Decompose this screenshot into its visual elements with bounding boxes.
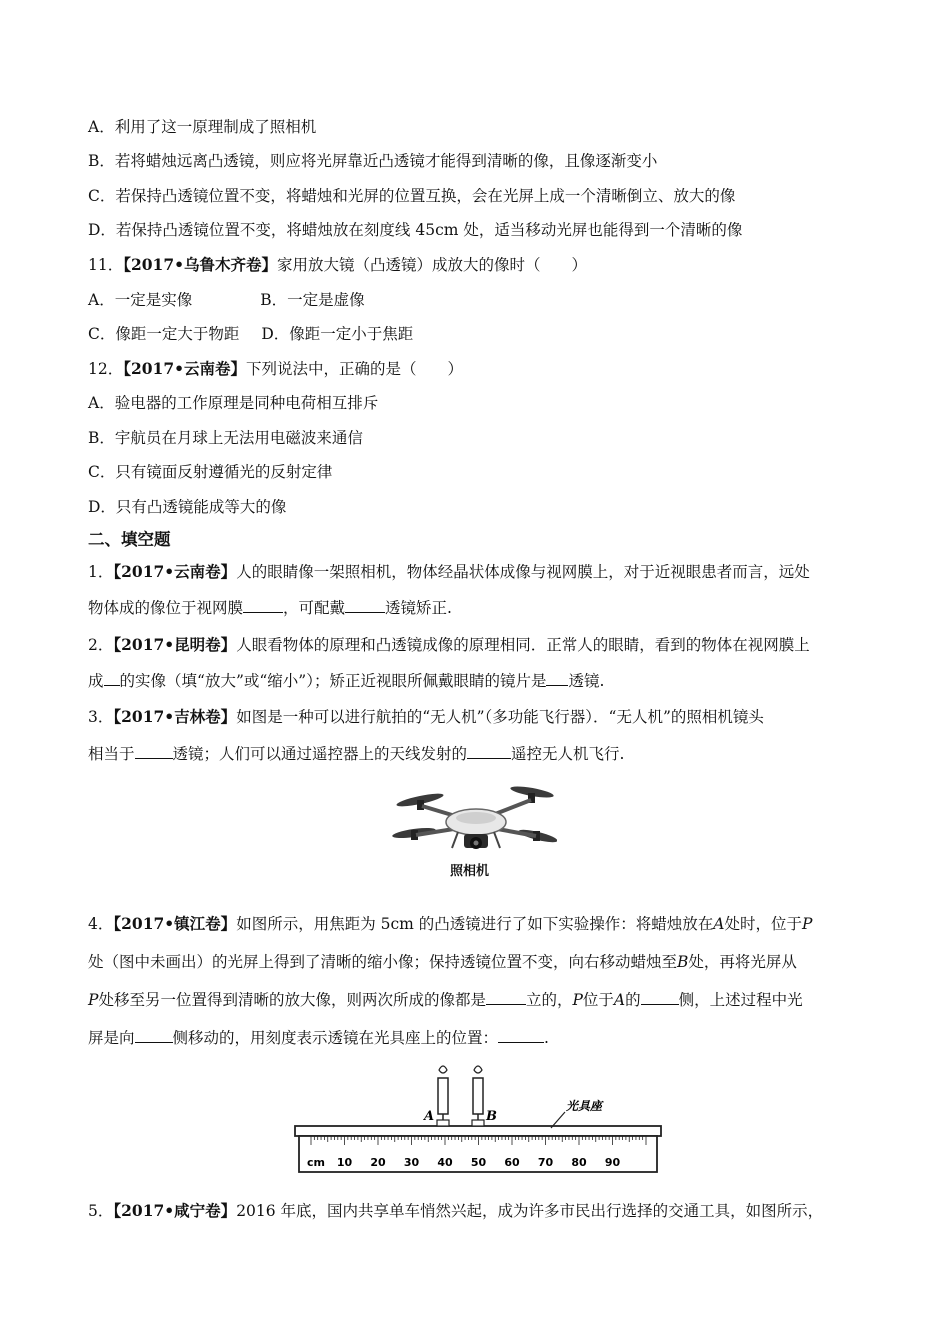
q11-source: 【2017•乌鲁木齐卷】 <box>123 255 278 274</box>
f1-text-a: 物体成的像位于视网膜 <box>88 599 244 617</box>
answer-blank <box>498 1028 544 1043</box>
answer-blank <box>486 990 526 1005</box>
scale-tick-label: 70 <box>537 1156 554 1169</box>
q10-option-c: C．若保持凸透镜位置不变，将蜡烛和光屏的位置互换，会在光屏上成一个清晰倒立、放大的像 <box>88 187 736 205</box>
q12-option-c: C．只有镜面反射遵循光的反射定律 <box>88 463 333 481</box>
f3-text-c: 遥控无人机飞行. <box>511 745 625 763</box>
answer-blank <box>641 990 679 1005</box>
f1-line2 <box>88 598 452 618</box>
f2-number: 2． <box>88 636 114 654</box>
f5-source: 【2017•咸宁卷】 <box>113 1201 237 1220</box>
f2-line1 <box>88 635 810 655</box>
f4-line1 <box>88 914 812 934</box>
f4-text: 立的， <box>525 991 573 1009</box>
q12-number: 12． <box>88 360 124 378</box>
q12-text: 下列说法中，正确的是（ ） <box>246 360 464 378</box>
f4-text: 侧，上述过程中光 <box>678 991 803 1009</box>
f5-number: 5． <box>88 1202 114 1220</box>
f4-text: 屏是向 <box>88 1029 135 1047</box>
scale-tick-label: 30 <box>403 1156 420 1169</box>
q11-option-d: D．像距一定小于焦距 <box>261 325 414 343</box>
f2-source: 【2017•昆明卷】 <box>113 635 237 654</box>
f2-text-a: 成 <box>88 672 104 690</box>
f3-text-a: 相当于 <box>88 745 135 763</box>
f4-number: 4． <box>88 915 114 933</box>
scale-tick-label: 10 <box>336 1156 353 1169</box>
answer-blank <box>546 671 568 686</box>
f4-text: 的 <box>625 991 641 1009</box>
answer-blank <box>243 598 283 613</box>
f4-text: 如图所示，用焦距为 5cm 的凸透镜进行了如下实验操作：将蜡烛放在 <box>236 915 714 933</box>
f1-line1 <box>88 562 810 582</box>
f4-var: P <box>802 915 813 933</box>
f3-line1 <box>88 707 764 727</box>
f2-text-c: 透镜. <box>568 672 605 690</box>
q11-options-row2 <box>88 324 413 344</box>
f4-line2 <box>88 952 797 972</box>
f1-number: 1． <box>88 563 114 581</box>
f2-text-b: 的实像（填“放大”或“缩小”）；矫正近视眼所佩戴眼睛的镜片是 <box>119 672 547 690</box>
scale-tick-label: 20 <box>370 1156 386 1169</box>
f4-source: 【2017•镇江卷】 <box>113 914 237 933</box>
scale-tick-label: 80 <box>571 1156 587 1169</box>
f1-text-c: 透镜矫正. <box>385 599 452 617</box>
optical-bench-illustration <box>293 1062 663 1177</box>
q12-option-b: B．宇航员在月球上无法用电磁波来通信 <box>88 429 363 447</box>
scale-tick-label: 40 <box>437 1156 453 1169</box>
q10-option-a: A．利用了这一原理制成了照相机 <box>88 118 317 136</box>
f4-line4 <box>88 1028 549 1048</box>
optical-bench-figure <box>293 1062 663 1177</box>
f4-text: . <box>544 1029 549 1047</box>
q12-source: 【2017•云南卷】 <box>123 359 247 378</box>
label-a: A <box>424 1109 435 1124</box>
f3-text-b: 透镜；人们可以通过遥控器上的天线发射的 <box>172 745 468 763</box>
q11-options-row1 <box>88 290 365 310</box>
q11-stem <box>88 255 587 275</box>
scale-tick-label: 50 <box>470 1156 487 1169</box>
bench-label: 光具座 <box>566 1099 603 1113</box>
f4-text: 处，再将光屏从 <box>688 953 797 971</box>
scale-tick-labels <box>337 1156 621 1169</box>
section-heading: 二、填空题 <box>88 530 171 549</box>
f3-number: 3． <box>88 708 114 726</box>
scale-unit: cm <box>307 1156 325 1169</box>
scale-tick-label: 60 <box>504 1156 520 1169</box>
f4-var: P <box>572 991 583 1009</box>
q11-number: 11． <box>88 256 124 274</box>
f3-text: 如图是一种可以进行航拍的“无人机”（多功能飞行器）．“无人机”的照相机镜头 <box>236 708 764 726</box>
q12-option-a: A．验电器的工作原理是同种电荷相互排斥 <box>88 394 379 412</box>
label-b: B <box>486 1109 497 1124</box>
answer-blank <box>104 671 120 686</box>
f4-text: 处移至另一位置得到清晰的放大像，则两次所成的像都是 <box>98 991 486 1009</box>
drone-caption: 照相机 <box>450 864 490 879</box>
candle-a <box>437 1066 449 1126</box>
f4-text: 处（图中未画出）的光屏上得到了清晰的缩小像；保持透镜位置不变，向右移动蜡烛至 <box>88 953 678 971</box>
f1-text: 人的眼睛像一架照相机，物体经晶状体成像与视网膜上，对于近视眼患者而言，远处 <box>236 563 810 581</box>
q12-option-d: D．只有凸透镜能成等大的像 <box>88 498 287 516</box>
f1-text-b: ，可配戴 <box>283 599 346 617</box>
q11-option-c: C．像距一定大于物距 <box>88 325 240 343</box>
f4-var: B <box>677 953 689 971</box>
f4-text: 侧移动的，用刻度表示透镜在光具座上的位置： <box>172 1029 499 1047</box>
answer-blank <box>135 1028 173 1043</box>
answer-blank <box>467 744 511 759</box>
q12-stem <box>88 359 463 379</box>
f4-text: 处时，位于 <box>724 915 803 933</box>
f4-var: P <box>88 991 99 1009</box>
q11-text: 家用放大镜（凸透镜）成放大的像时（ ） <box>277 256 588 274</box>
q10-option-b: B．若将蜡烛远离凸透镜，则应将光屏靠近凸透镜才能得到清晰的像，且像逐渐变小 <box>88 152 658 170</box>
answer-blank <box>345 598 385 613</box>
scale-tick-label: 90 <box>604 1156 621 1169</box>
f5-line1 <box>88 1201 823 1221</box>
f2-text: 人眼看物体的原理和凸透镜成像的原理相同．正常人的眼睛，看到的物体在视网膜上 <box>236 636 810 654</box>
q10-option-d: D．若保持凸透镜位置不变，将蜡烛放在刻度线 45cm 处，适当移动光屏也能得到一个清晰的像 <box>88 221 743 239</box>
f4-line3 <box>88 990 803 1010</box>
f4-text: 位于 <box>582 991 614 1009</box>
f4-var: A <box>613 991 626 1009</box>
q11-option-b: B．一定是虚像 <box>260 291 365 309</box>
q11-option-a: A．一定是实像 <box>88 291 193 309</box>
f5-text: 2016 年底，国内共享单车悄然兴起，成为许多市民出行选择的交通工具，如图所示， <box>236 1202 824 1220</box>
f3-source: 【2017•吉林卷】 <box>113 707 237 726</box>
f4-var: A <box>713 915 725 933</box>
f1-source: 【2017•云南卷】 <box>113 562 237 581</box>
answer-blank <box>135 744 173 759</box>
candle-b <box>472 1066 484 1126</box>
f2-line2 <box>88 671 604 691</box>
f3-line2 <box>88 744 624 764</box>
